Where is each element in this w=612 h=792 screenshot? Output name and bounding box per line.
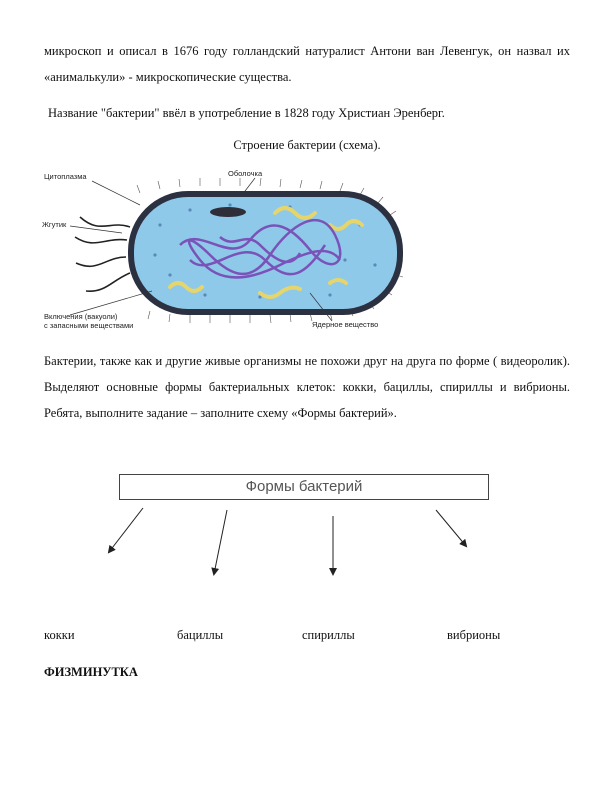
arrow-4 [436,510,466,546]
arrow-2 [214,510,227,574]
form-spirilla: спириллы [302,628,355,642]
intro-paragraph: микроскоп и описал в 1676 году голландский натуралист Антони ван Левенгук, он назвал их «анималькули» - микроскопические существа. [44,44,570,84]
label-membrane: Оболочка [228,169,263,178]
vacuole [210,207,246,217]
label-inclusions-1: Включения (вакуоли) [44,312,118,321]
ehrenberg-paragraph: Название "бактерии" ввёл в употребление в 1828 году Христиан Эренберг. [48,106,445,120]
forms-arrows [0,500,612,590]
arrow-1 [109,508,143,552]
form-bacilli: бациллы [177,628,224,642]
label-inclusions-2: с запасными веществами [44,321,134,330]
bacterium-diagram [30,165,410,335]
label-flagellum: Жгутик [42,220,67,229]
physical-break-heading: ФИЗМИНУТКА [44,665,138,679]
cytoplasm-region [134,197,397,309]
forms-box: Формы бактерий [119,474,489,500]
label-nuclear: Ядерное вещество [312,320,379,329]
form-cocci: кокки [44,628,75,642]
forms-paragraph: Бактерии, также как и другие живые организмы не похожи друг на друга по форме ( видеоролик). Выделяют основные формы бактериальных клеток: кокки, бациллы, спириллы и вибрионы. Ребята, выполните задание – заполните схему «Формы бактерий». [44,354,570,420]
label-cytoplasm: Цитоплазма [44,172,87,181]
diagram-title: Строение бактерии (схема). [233,138,381,152]
form-vibrios: вибрионы [447,628,501,642]
